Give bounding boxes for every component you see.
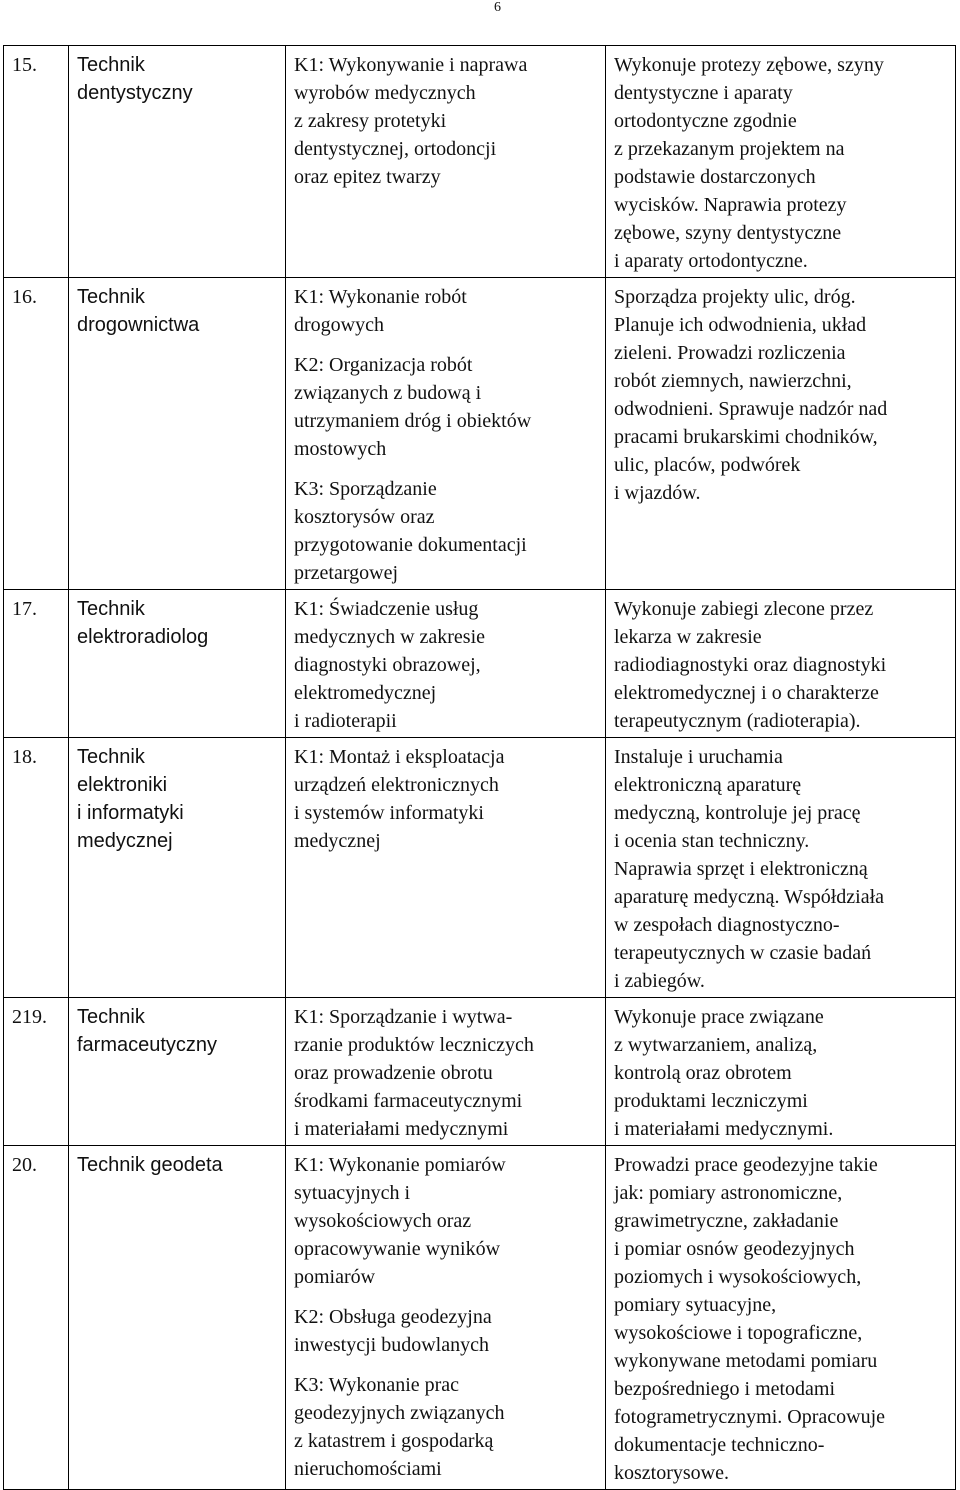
qualifications bbox=[286, 590, 606, 738]
table-row bbox=[4, 46, 956, 278]
qualification-line: drogowych bbox=[294, 314, 384, 336]
qualification-line: urządzeń elektronicznych bbox=[294, 774, 499, 796]
description-line: Naprawia sprzęt i elektroniczną bbox=[614, 858, 868, 880]
profession-name-line: Technik bbox=[77, 1006, 145, 1028]
description-line: ortodontyczne zgodnie bbox=[614, 110, 797, 132]
profession-name bbox=[69, 1146, 286, 1490]
qualification-line: K1: Montaż i eksploatacja bbox=[294, 746, 505, 768]
description-line: z przekazanym projektem na bbox=[614, 138, 845, 160]
qualification-line: diagnostyki obrazowej, bbox=[294, 654, 481, 676]
qualification-line: pomiarów bbox=[294, 1266, 376, 1288]
qualification-line: utrzymaniem dróg i obiektów bbox=[294, 410, 532, 432]
description-line: bezpośredniego i metodami bbox=[614, 1378, 836, 1400]
qualification-line: wyrobów medycznych bbox=[294, 82, 476, 104]
profession-name-line: dentystyczny bbox=[77, 82, 193, 104]
qualification-block bbox=[294, 283, 599, 339]
description-line: Sporządza projekty ulic, dróg. bbox=[614, 286, 856, 308]
qualification-block bbox=[294, 1303, 599, 1359]
row-number: 20. bbox=[4, 1146, 69, 1490]
table-row bbox=[4, 590, 956, 738]
qualification-line: nieruchomościami bbox=[294, 1458, 442, 1480]
profession-name-line: Technik bbox=[77, 746, 145, 768]
description-line: zębowe, szyny dentystyczne bbox=[614, 222, 842, 244]
page-number: 6 bbox=[494, 0, 501, 15]
description-line: dentystyczne i aparaty bbox=[614, 82, 793, 104]
description-line: kosztorysowe. bbox=[614, 1462, 729, 1484]
qualification-line: przetargowej bbox=[294, 562, 399, 584]
description-line: Wykonuje protezy zębowe, szyny bbox=[614, 54, 884, 76]
qualification-block bbox=[294, 595, 599, 735]
qualification-line: K1: Wykonanie pomiarów bbox=[294, 1154, 506, 1176]
table-row bbox=[4, 1146, 956, 1490]
row-number: 219. bbox=[4, 998, 69, 1146]
qualification-line: opracowywanie wyników bbox=[294, 1238, 501, 1260]
description-line: grawimetryczne, zakładanie bbox=[614, 1210, 839, 1232]
qualification-line: medycznych w zakresie bbox=[294, 626, 486, 648]
description-line: Wykonuje prace związane bbox=[614, 1006, 824, 1028]
profession-name-line: medycznej bbox=[77, 830, 173, 852]
qualification-line: K2: Obsługa geodezyjna bbox=[294, 1306, 492, 1328]
description-line: i aparaty ortodontyczne. bbox=[614, 250, 808, 272]
profession-name bbox=[69, 46, 286, 278]
qualification-line: przygotowanie dokumentacji bbox=[294, 534, 527, 556]
profession-name-line: Technik bbox=[77, 286, 145, 308]
description-line: i pomiar osnów geodezyjnych bbox=[614, 1238, 855, 1260]
description-line: ulic, placów, podwórek bbox=[614, 454, 801, 476]
job-description bbox=[606, 590, 956, 738]
profession-name bbox=[69, 738, 286, 998]
description-line: robót ziemnych, nawierzchni, bbox=[614, 370, 852, 392]
description-line: kontrolą oraz obrotem bbox=[614, 1062, 792, 1084]
qualification-block bbox=[294, 351, 599, 463]
qualification-line: medycznej bbox=[294, 830, 381, 852]
description-line: i materiałami medycznymi. bbox=[614, 1118, 834, 1140]
qualifications bbox=[286, 998, 606, 1146]
profession-name-line: elektroniki bbox=[77, 774, 168, 796]
description-line: terapeutycznych w czasie badań bbox=[614, 942, 872, 964]
profession-name-line: Technik bbox=[77, 54, 145, 76]
description-line: odwodnieni. Sprawuje nadzór nad bbox=[614, 398, 888, 420]
qualification-line: z katastrem i gospodarką bbox=[294, 1430, 494, 1452]
qualification-line: K1: Sporządzanie i wytwa- bbox=[294, 1006, 513, 1028]
description-line: jak: pomiary astronomiczne, bbox=[614, 1182, 843, 1204]
description-line: Wykonuje zabiegi zlecone przez bbox=[614, 598, 874, 620]
qualification-block bbox=[294, 1371, 599, 1483]
description-line: fotogrametrycznymi. Opracowuje bbox=[614, 1406, 886, 1428]
row-number: 18. bbox=[4, 738, 69, 998]
row-number: 16. bbox=[4, 278, 69, 590]
qualification-line: geodezyjnych związanych bbox=[294, 1402, 505, 1424]
description-line: elektroniczną aparaturę bbox=[614, 774, 802, 796]
table-row bbox=[4, 998, 956, 1146]
qualification-block bbox=[294, 1003, 599, 1143]
qualification-line: związanych z budową i bbox=[294, 382, 482, 404]
description-line: pomiary sytuacyjne, bbox=[614, 1294, 777, 1316]
qualification-line: wysokościowych oraz bbox=[294, 1210, 472, 1232]
profession-name-line: elektroradiolog bbox=[77, 626, 209, 648]
qualification-line: i materiałami medycznymi bbox=[294, 1118, 509, 1140]
job-description bbox=[606, 1146, 956, 1490]
profession-name-line: Technik geodeta bbox=[77, 1154, 223, 1176]
qualification-block bbox=[294, 1151, 599, 1291]
table-row bbox=[4, 278, 956, 590]
profession-name-line: i informatyki bbox=[77, 802, 184, 824]
description-line: pracami brukarskimi chodników, bbox=[614, 426, 878, 448]
description-line: lekarza w zakresie bbox=[614, 626, 762, 648]
job-description bbox=[606, 46, 956, 278]
qualification-line: mostowych bbox=[294, 438, 387, 460]
qualification-line: oraz epitez twarzy bbox=[294, 166, 441, 188]
description-line: Prowadzi prace geodezyjne takie bbox=[614, 1154, 878, 1176]
qualifications bbox=[286, 738, 606, 998]
qualification-line: i radioterapii bbox=[294, 710, 397, 732]
description-line: i wjazdów. bbox=[614, 482, 701, 504]
profession-name bbox=[69, 998, 286, 1146]
profession-name bbox=[69, 590, 286, 738]
job-description bbox=[606, 998, 956, 1146]
qualification-line: i systemów informatyki bbox=[294, 802, 484, 824]
qualification-line: K2: Organizacja robót bbox=[294, 354, 473, 376]
professions-table bbox=[3, 45, 956, 1490]
description-line: podstawie dostarczonych bbox=[614, 166, 816, 188]
description-line: wykonywane metodami pomiaru bbox=[614, 1350, 878, 1372]
qualifications bbox=[286, 1146, 606, 1490]
qualification-line: sytuacyjnych i bbox=[294, 1182, 411, 1204]
description-line: dokumentacje techniczno- bbox=[614, 1434, 825, 1456]
description-line: Planuje ich odwodnienia, układ bbox=[614, 314, 867, 336]
description-line: wycisków. Naprawia protezy bbox=[614, 194, 847, 216]
qualification-line: elektromedycznej bbox=[294, 682, 437, 704]
qualification-line: środkami farmaceutycznymi bbox=[294, 1090, 523, 1112]
qualification-line: rzanie produktów leczniczych bbox=[294, 1034, 534, 1056]
job-description bbox=[606, 278, 956, 590]
qualification-line: K3: Wykonanie prac bbox=[294, 1374, 460, 1396]
qualification-line: K1: Wykonywanie i naprawa bbox=[294, 54, 528, 76]
qualification-line: K1: Wykonanie robót bbox=[294, 286, 467, 308]
description-line: w zespołach diagnostyczno- bbox=[614, 914, 840, 936]
row-number: 15. bbox=[4, 46, 69, 278]
description-line: aparaturę medyczną. Współdziała bbox=[614, 886, 885, 908]
description-line: poziomych i wysokościowych, bbox=[614, 1266, 862, 1288]
description-line: elektromedycznej i o charakterze bbox=[614, 682, 879, 704]
table-body bbox=[4, 46, 956, 1490]
description-line: i ocenia stan techniczny. bbox=[614, 830, 810, 852]
table-row bbox=[4, 738, 956, 998]
description-line: zieleni. Prowadzi rozliczenia bbox=[614, 342, 846, 364]
description-line: radiodiagnostyki oraz diagnostyki bbox=[614, 654, 887, 676]
description-line: terapeutycznym (radioterapia). bbox=[614, 710, 861, 732]
qualification-block bbox=[294, 743, 599, 855]
row-number: 17. bbox=[4, 590, 69, 738]
description-line: i zabiegów. bbox=[614, 970, 705, 992]
qualification-line: K3: Sporządzanie bbox=[294, 478, 437, 500]
qualifications bbox=[286, 46, 606, 278]
profession-name-line: Technik bbox=[77, 598, 145, 620]
description-line: wysokościowe i topograficzne, bbox=[614, 1322, 863, 1344]
qualifications bbox=[286, 278, 606, 590]
qualification-line: inwestycji budowlanych bbox=[294, 1334, 489, 1356]
qualification-block bbox=[294, 475, 599, 587]
description-line: medyczną, kontroluje jej pracę bbox=[614, 802, 861, 824]
qualification-line: z zakresy protetyki bbox=[294, 110, 447, 132]
qualification-line: dentystycznej, ortodoncji bbox=[294, 138, 497, 160]
qualification-line: kosztorysów oraz bbox=[294, 506, 435, 528]
profession-name bbox=[69, 278, 286, 590]
description-line: z wytwarzaniem, analizą, bbox=[614, 1034, 818, 1056]
description-line: Instaluje i uruchamia bbox=[614, 746, 783, 768]
qualification-line: K1: Świadczenie usług bbox=[294, 598, 479, 620]
qualification-line: oraz prowadzenie obrotu bbox=[294, 1062, 493, 1084]
profession-name-line: drogownictwa bbox=[77, 314, 200, 336]
description-line: produktami leczniczymi bbox=[614, 1090, 808, 1112]
profession-name-line: farmaceutyczny bbox=[77, 1034, 218, 1056]
job-description bbox=[606, 738, 956, 998]
qualification-block bbox=[294, 51, 599, 191]
